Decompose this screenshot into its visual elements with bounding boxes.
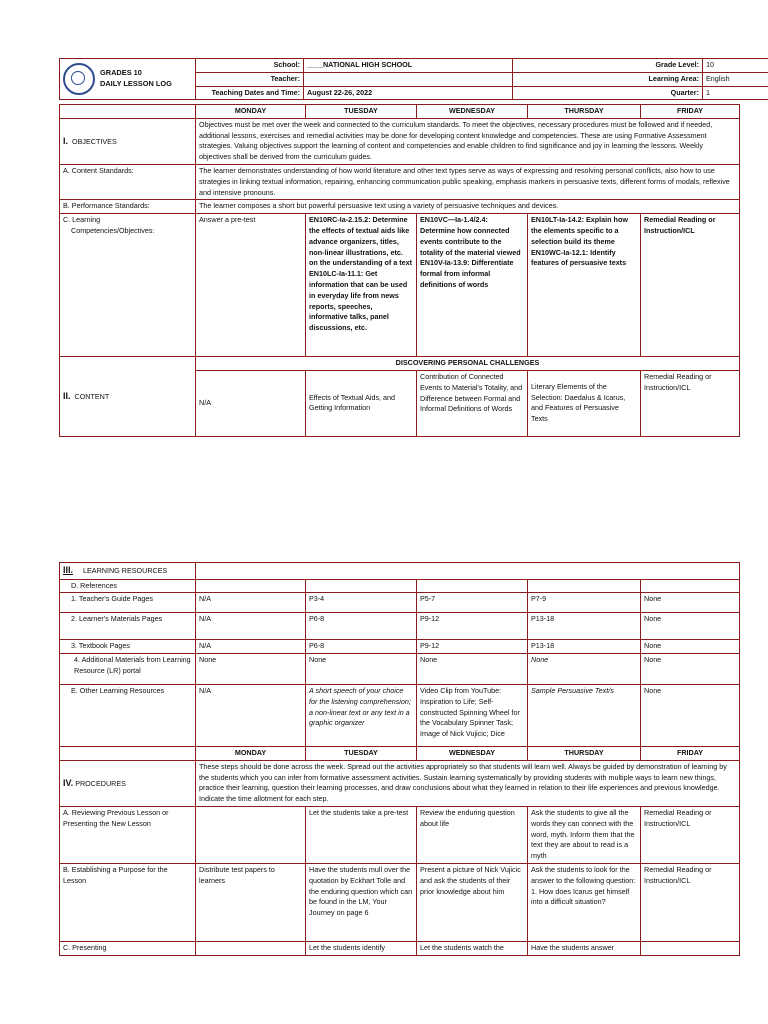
quarter-value: 1 — [703, 86, 768, 100]
teacher-value — [304, 72, 513, 86]
cell-thursday: P13-18 — [528, 613, 641, 640]
competency-tuesday: EN10RC-Ia-2.15.2: Determine the effects of textual aids like advance organizers, titles, non-linear illustrations, etc. on the understanding of a text EN10LC-Ia-11.1: Get information that can be used in everyday life from news reports, speeches, informative talks, panel discussions, etc. — [306, 214, 417, 357]
content-theme: DISCOVERING PERSONAL CHALLENGES — [196, 357, 740, 371]
other-resources-label: E. Other Learning Resources — [60, 685, 196, 747]
presenting-label: C. Presenting — [60, 942, 196, 956]
day-header-thursday: THURSDAY — [528, 747, 641, 761]
cell-monday — [196, 942, 306, 956]
competency-friday: Remedial Reading or Instruction/ICL — [641, 214, 740, 357]
content-friday: Remedial Reading or Instruction/ICL — [641, 370, 740, 436]
corner-cell — [60, 105, 196, 119]
procedures-text: These steps should be done across the week. Spread out the activities appropriately so that students will learn well. Always be guided by demonstration of learning by the students which you can infer from formative assessment activities. Sustain learning systematically by providing students with multiple ways to learn new things, practice their learning, question their learning processes, and draw conclusions about what they learned in relation to their life experiences and previous knowledge. Indicate the time allotment for each step. — [196, 760, 740, 806]
day-header-monday: MONDAY — [196, 105, 306, 119]
cell-tuesday: None — [306, 654, 417, 685]
cell-friday — [641, 942, 740, 956]
table-row — [60, 640, 740, 654]
table-row — [60, 942, 740, 956]
day-header-wednesday: WEDNESDAY — [417, 105, 528, 119]
cell-wednesday: P9-12 — [417, 640, 528, 654]
cell-thursday: P13-18 — [528, 640, 641, 654]
competency-wednesday: EN10VC—Ia-1.4/2.4: Determine how connected events contribute to the totality of the material viewed EN10V-Ia-13.9: Differentiate formal from informal definitions of words — [417, 214, 528, 357]
school-label: School: — [196, 59, 304, 73]
grade-level-label: Grade Level: — [513, 59, 703, 73]
cell-tuesday: Have the students mull over the quotation by Eckhart Tolle and the enduring question which can be found in the LM, Your Journey on page 6 — [306, 864, 417, 942]
additional-materials-label: 4. Additional Materials from Learning Resource (LR) portal — [60, 654, 196, 685]
content-standards-text: The learner demonstrates understanding of how world literature and other text types serve as ways of expressing and resolving personal conflicts, also how to use strategies in linking textual information, repairing, enhancing communication public speaking, emphasis markers in persuasive texts, different forms of modals, reflexive and intensive pronouns. — [196, 164, 740, 199]
cell-monday — [196, 807, 306, 864]
cell-wednesday: Review the enduring question about life — [417, 807, 528, 864]
cell-monday: None — [196, 654, 306, 685]
school-value: ____NATIONAL HIGH SCHOOL — [304, 59, 513, 73]
cell-thursday: Ask the students to look for the answer to the following question: 1. How does Icarus get himself into a difficult situation? — [528, 864, 641, 942]
cell-friday: None — [641, 640, 740, 654]
cell-thursday: P7-9 — [528, 593, 641, 613]
competency-thursday: EN10LT-Ia-14.2: Explain how the elements specific to a selection build its theme EN10WC-Ia-12.1: Identify features of persuasive texts — [528, 214, 641, 357]
grade-title: GRADES 10 — [100, 68, 142, 78]
day-header-tuesday: TUESDAY — [306, 747, 417, 761]
content-monday: N/A — [196, 370, 306, 436]
cell-friday: None — [641, 613, 740, 640]
learners-materials-label: 2. Learner's Materials Pages — [60, 613, 196, 640]
cell-friday: Remedial Reading or Instruction/ICL — [641, 864, 740, 942]
procedures-label: IV. PROCEDURES — [60, 760, 196, 806]
objectives-table — [59, 104, 740, 437]
objectives-text: Objectives must be met over the week and connected to the curriculum standards. To meet the objectives, necessary procedures must be followed and if needed, additional lessons, exercises and remedial activities may be done for developing content knowledge and competencies. These are using Formative Assessment strategies. Valuing objectives support the learning of content and competencies and enable children to find significance and joy in learning the lessons. Weekly objectives shall be derived from the curriculum guides. — [196, 118, 740, 164]
cell-friday: None — [641, 654, 740, 685]
cell-tuesday: P3-4 — [306, 593, 417, 613]
teachers-guide-label: 1. Teacher's Guide Pages — [60, 593, 196, 613]
header-title-cell — [60, 59, 196, 100]
cell-wednesday: P9-12 — [417, 613, 528, 640]
performance-standards-text: The learner composes a short but powerful persuasive text using a variety of persuasive techniques and devices. — [196, 200, 740, 214]
cell-friday: None — [641, 593, 740, 613]
cell-wednesday: P5-7 — [417, 593, 528, 613]
cell-monday: N/A — [196, 613, 306, 640]
day-header-monday: MONDAY — [196, 747, 306, 761]
cell-thursday: Ask the students to give all the words they can connect with the word, myth. Inform them that the text they are about to read is a myth — [528, 807, 641, 864]
competency-monday: Answer a pre-test — [196, 214, 306, 357]
quarter-label: Quarter: — [513, 86, 703, 100]
textbook-pages-label: 3. Textbook Pages — [60, 640, 196, 654]
cell-wednesday: None — [417, 654, 528, 685]
table-row — [60, 685, 740, 747]
log-title: DAILY LESSON LOG — [100, 79, 172, 89]
dates-label: Teaching Dates and Time: — [196, 86, 304, 100]
table-row — [60, 654, 740, 685]
performance-standards-label: B. Performance Standards: — [60, 200, 196, 214]
grade-level-value: 10 — [703, 59, 768, 73]
cell-monday: N/A — [196, 593, 306, 613]
resources-procedures-table — [59, 562, 740, 956]
cell-thursday: Have the students answer — [528, 942, 641, 956]
table-row — [60, 593, 740, 613]
table-row — [60, 613, 740, 640]
learning-area-value: English — [703, 72, 768, 86]
table-row — [60, 807, 740, 864]
day-header-friday: FRIDAY — [641, 747, 740, 761]
cell-wednesday: Present a picture of Nick Vujicic and ask the students of their prior knowledge about him — [417, 864, 528, 942]
establishing-purpose-label: B. Establishing a Purpose for the Lesson — [60, 864, 196, 942]
learning-area-label: Learning Area: — [513, 72, 703, 86]
day-header-tuesday: TUESDAY — [306, 105, 417, 119]
cell-monday: N/A — [196, 685, 306, 747]
cell-tuesday: Let the students identify — [306, 942, 417, 956]
teacher-label: Teacher: — [196, 72, 304, 86]
cell-wednesday: Let the students watch the — [417, 942, 528, 956]
competencies-label: C. Learning Competencies/Objectives: — [60, 214, 196, 357]
cell-friday: None — [641, 685, 740, 747]
header-table — [59, 58, 768, 100]
cell-tuesday: P6-8 — [306, 640, 417, 654]
content-tuesday: Effects of Textual Aids, and Getting Information — [306, 370, 417, 436]
content-wednesday: Contribution of Connected Events to Material's Totality, and Difference between Formal and Informal Definitions of Words — [417, 370, 528, 436]
cell-monday: Distribute test papers to learners — [196, 864, 306, 942]
day-header-thursday: THURSDAY — [528, 105, 641, 119]
dates-value: August 22-26, 2022 — [304, 86, 513, 100]
cell-thursday: Sample Persuasive Text/s — [528, 685, 641, 747]
cell-friday: Remedial Reading or Instruction/ICL — [641, 807, 740, 864]
cell-wednesday: Video Clip from YouTube: Inspiration to Life; Self-constructed Spinning Wheel for the Vocabulary Spinner Task; Image of Nick Vujicic; Dice — [417, 685, 528, 747]
cell-tuesday: Let the students take a pre-test — [306, 807, 417, 864]
cell-thursday: None — [528, 654, 641, 685]
table-row — [60, 864, 740, 942]
day-header-wednesday: WEDNESDAY — [417, 747, 528, 761]
references-label: D. References — [60, 579, 196, 593]
cell-tuesday: P6-8 — [306, 613, 417, 640]
deped-seal-icon — [63, 63, 95, 95]
objectives-label: I. OBJECTIVES — [60, 118, 196, 164]
content-thursday: Literary Elements of the Selection: Daedalus & Icarus, and Features of Persuasive Texts — [528, 370, 641, 436]
content-label: II. CONTENT — [60, 357, 196, 437]
content-standards-label: A. Content Standards: — [60, 164, 196, 199]
reviewing-lesson-label: A. Reviewing Previous Lesson or Presenting the New Lesson — [60, 807, 196, 864]
day-header-friday: FRIDAY — [641, 105, 740, 119]
cell-tuesday: A short speech of your choice for the listening comprehension; a non-linear text or any text in a graphic organizer — [306, 685, 417, 747]
learning-resources-label: III. LEARNING RESOURCES — [60, 563, 196, 580]
cell-monday: N/A — [196, 640, 306, 654]
